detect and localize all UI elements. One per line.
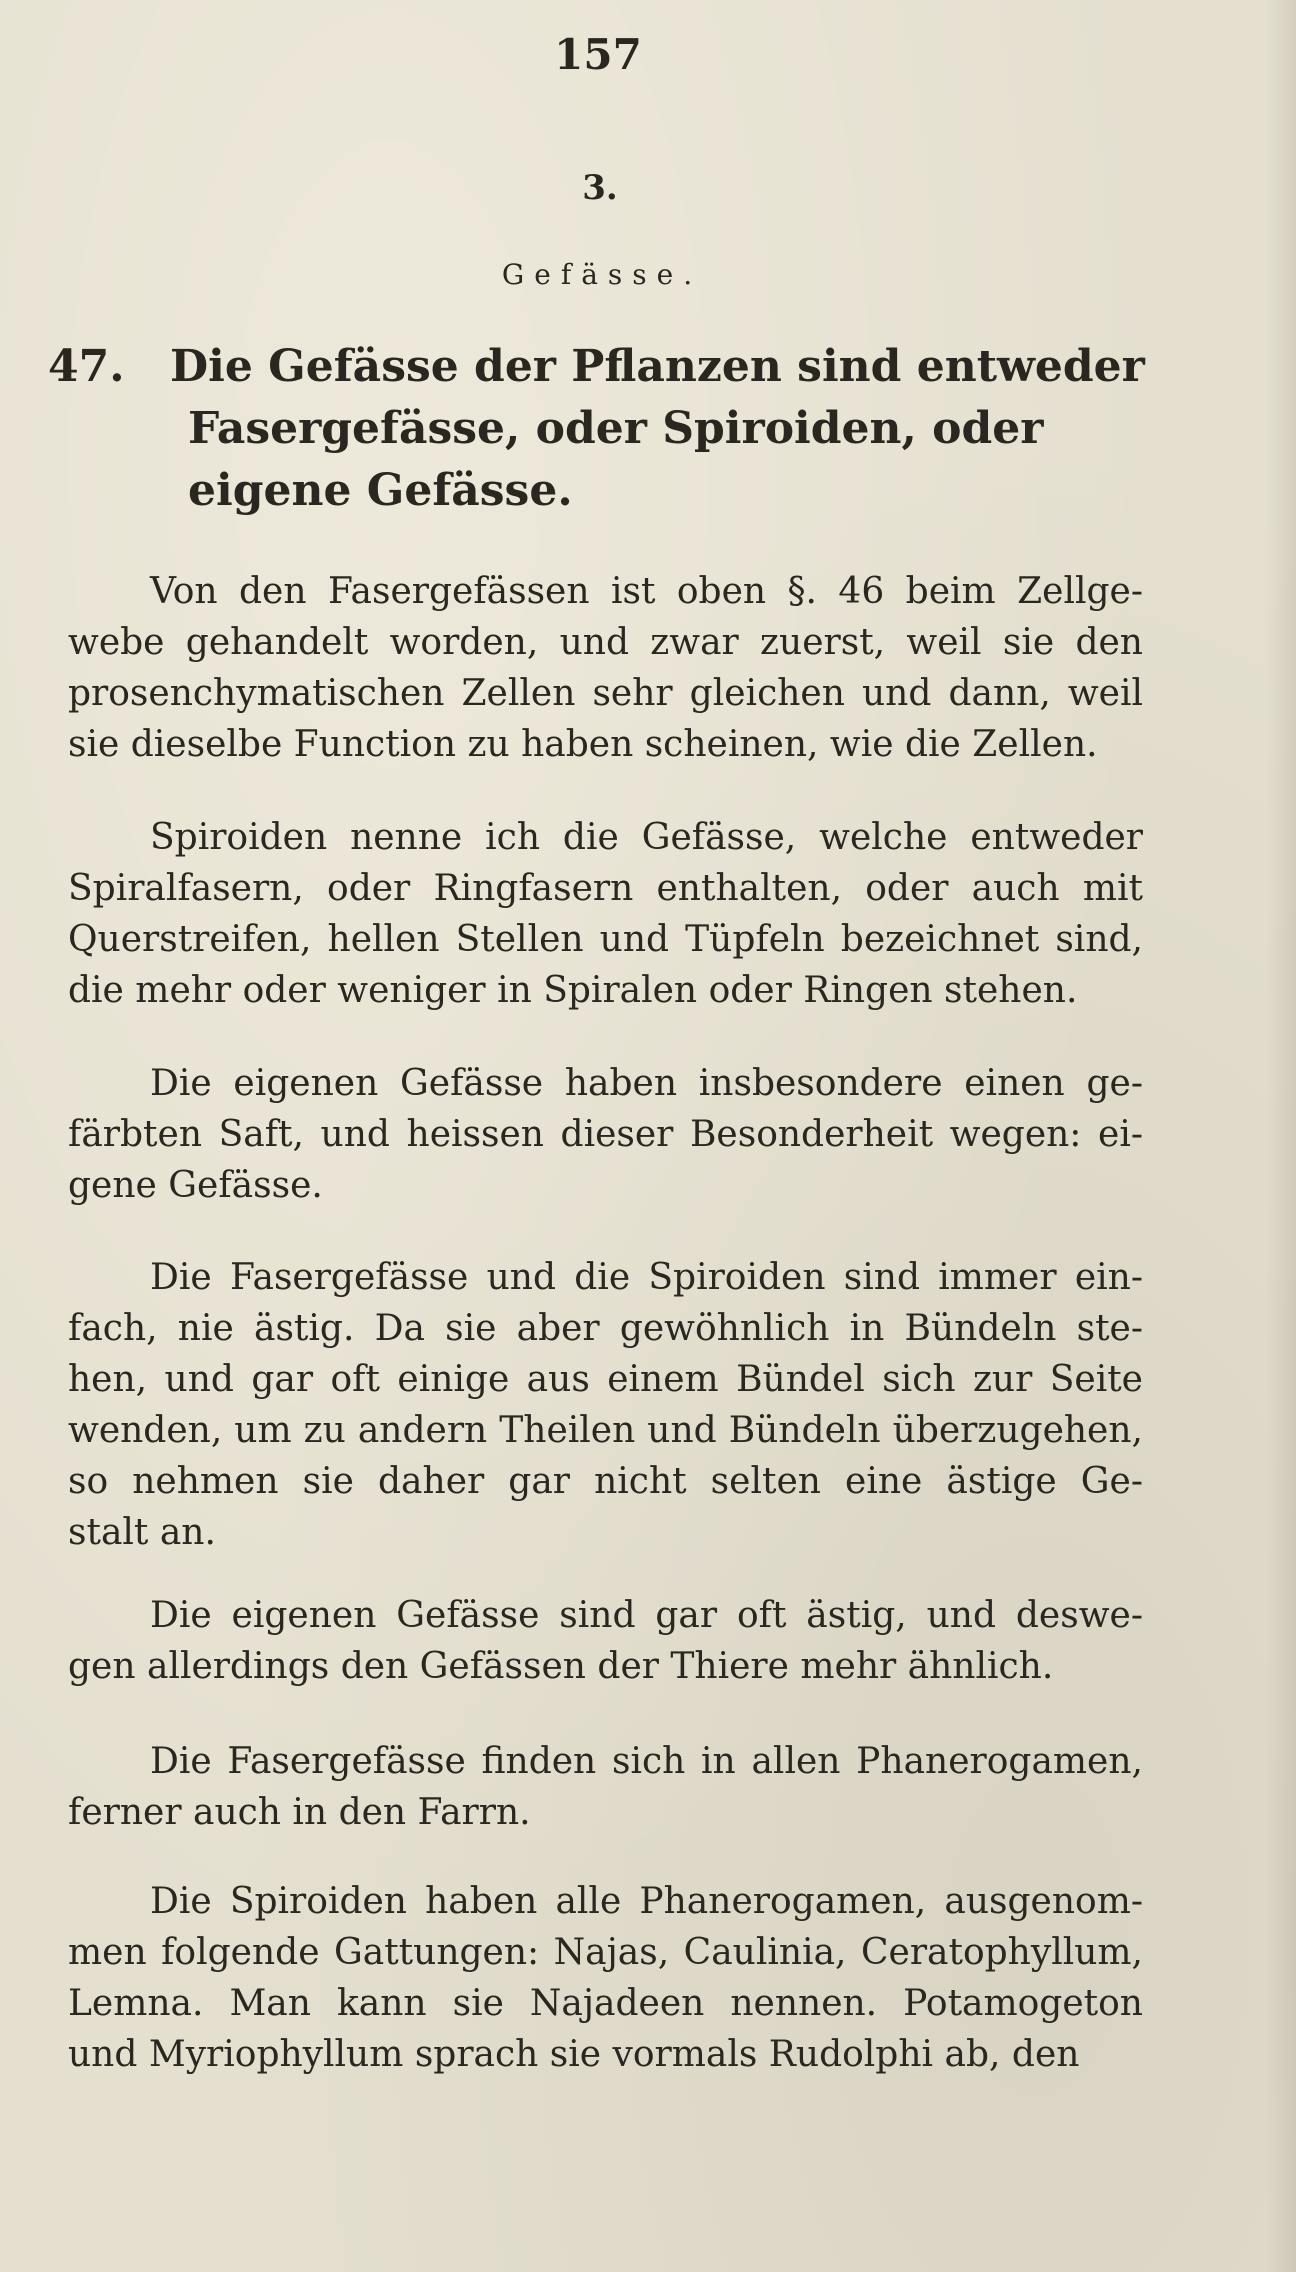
body-paragraph-buendel [68, 1252, 1143, 1558]
text-line: Spiroiden nenne ich die Gefässe, welche entweder [150, 817, 1143, 858]
text-line: Spiralfasern, oder Ringfasern enthalten, oder auch mit [68, 868, 1143, 909]
text-line: sie dieselbe Function zu haben scheinen, wie die Zellen. [68, 724, 1098, 765]
text-line: stalt an. [68, 1512, 216, 1553]
body-paragraph-aestig [68, 1590, 1143, 1692]
section-title: Gefässe. [501, 258, 703, 291]
text-line: die mehr oder weniger in Spiralen oder Ringen stehen. [68, 970, 1078, 1011]
heading-line: eigene Gefässe. [188, 465, 573, 516]
text-line: prosenchymatischen Zellen sehr gleichen und dann, weil [68, 673, 1143, 714]
body-paragraph-phanerogamen [68, 1736, 1143, 1838]
text-line: färbten Saft, und heissen dieser Besonderheit wegen: ei- [68, 1114, 1143, 1155]
text-line: gene Gefässe. [68, 1165, 323, 1206]
text-line: Von den Fasergefässen ist oben §. 46 beim Zellge- [150, 571, 1143, 612]
text-line: men folgende Gattungen: Najas, Caulinia, Ceratophyllum, [68, 1932, 1143, 1973]
body-paragraph-eigene-gefaesse [68, 1058, 1143, 1211]
text-line: gen allerdings den Gefässen der Thiere mehr ähnlich. [68, 1646, 1054, 1687]
body-paragraph-fasergefaesse [68, 566, 1143, 770]
page-number: 157 [554, 30, 642, 79]
text-line: und Myriophyllum sprach sie vormals Rudolphi ab, den [68, 2034, 1080, 2075]
heading-number: 47. [48, 341, 125, 392]
text-line: ferner auch in den Farrn. [68, 1792, 531, 1833]
text-line: Querstreifen, hellen Stellen und Tüpfeln bezeichnet sind, [68, 919, 1143, 960]
text-line: so nehmen sie daher gar nicht selten eine ästige Ge- [68, 1461, 1143, 1502]
section-number: 3. [582, 168, 618, 208]
heading-line: Fasergefässe, oder Spiroiden, oder [188, 403, 1044, 454]
text-line: hen, und gar oft einige aus einem Bündel sich zur Seite [68, 1359, 1143, 1400]
text-line: wenden, um zu andern Theilen und Bündeln überzugehen, [68, 1410, 1143, 1451]
heading-line: Die Gefässe der Pflanzen sind entweder [170, 341, 1145, 392]
text-line: Die Fasergefässe und die Spiroiden sind immer ein- [150, 1257, 1143, 1298]
text-line: Die Spiroiden haben alle Phanerogamen, ausgenom- [150, 1881, 1143, 1922]
text-line: webe gehandelt worden, und zwar zuerst, weil sie den [68, 622, 1143, 663]
body-paragraph-najadeen [68, 1876, 1143, 2080]
text-line: Die Fasergefässe finden sich in allen Phanerogamen, [150, 1741, 1143, 1782]
paragraph-heading [48, 336, 1148, 522]
text-line: Die eigenen Gefässe haben insbesondere einen ge- [150, 1063, 1143, 1104]
text-line: Lemna. Man kann sie Najadeen nennen. Potamogeton [68, 1983, 1143, 2024]
body-paragraph-spiroiden [68, 812, 1143, 1016]
text-line: fach, nie ästig. Da sie aber gewöhnlich in Bündeln ste- [68, 1308, 1143, 1349]
text-line: Die eigenen Gefässe sind gar oft ästig, und deswe- [150, 1595, 1143, 1636]
